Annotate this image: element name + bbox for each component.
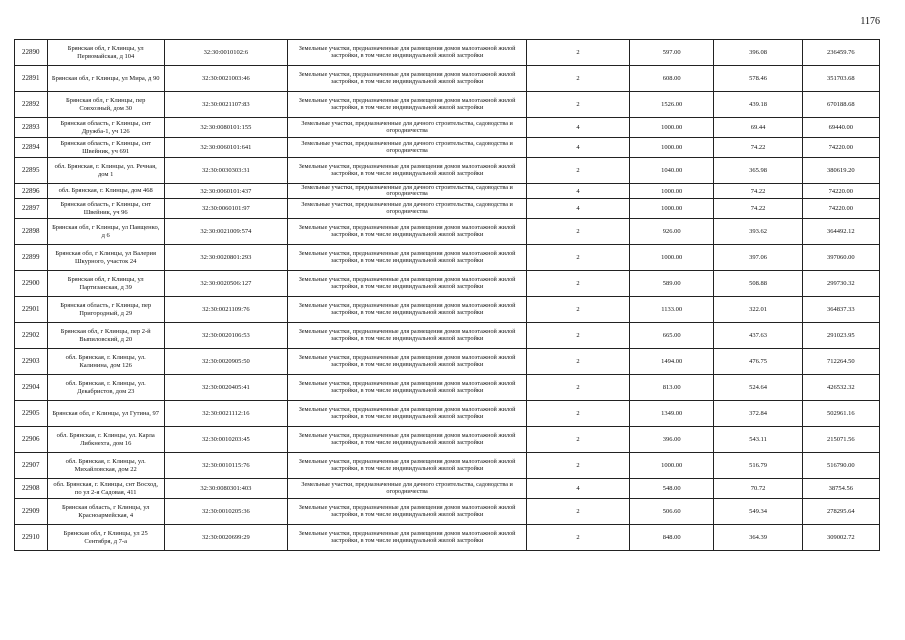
address-cell: Брянская обл, г Клинцы, ул 25 Сентября, д 7-а (47, 525, 164, 551)
table-row (15, 92, 880, 118)
cadastral-number-cell: 32:30:0080101:155 (164, 118, 287, 138)
address-cell: Брянская обл, г Клинцы, пер Совхозный, дом 30 (47, 92, 164, 118)
land-use-cell: Земельные участки, предназначенные для дачного строительства, садоводства и огородничества (288, 199, 527, 219)
cadastral-number-cell: 32:30:0010115:76 (164, 453, 287, 479)
area-cell: 1000.00 (629, 245, 714, 271)
cadastral-number-cell: 32:30:0021107:83 (164, 92, 287, 118)
cadastral-value-cell: 74220.00 (802, 184, 879, 199)
group-number-cell: 2 (527, 92, 630, 118)
row-number: 22893 (15, 118, 48, 138)
address-cell: обл. Брянская, г. Клинцы, снт Восход, по ул 2-я Садовая, 411 (47, 479, 164, 499)
cadastral-number-cell: 32:30:0020801:293 (164, 245, 287, 271)
area-cell: 396.00 (629, 427, 714, 453)
table-row (15, 401, 880, 427)
land-use-cell: Земельные участки, предназначенные для размещения домов малоэтажной жилой застройки, в том числе индивидуальной жилой застройки (288, 349, 527, 375)
address-cell: обл. Брянская, г. Клинцы, дом 468 (47, 184, 164, 199)
specific-value-cell: 74.22 (714, 138, 802, 158)
specific-value-cell: 439.18 (714, 92, 802, 118)
row-number: 22903 (15, 349, 48, 375)
table-row (15, 40, 880, 66)
cadastral-value-cell: 670188.68 (802, 92, 879, 118)
address-cell: обл. Брянская, г. Клинцы, ул. Михайловская, дом 22 (47, 453, 164, 479)
address-cell: обл. Брянская, г. Клинцы, ул. Декабристов, дом 23 (47, 375, 164, 401)
specific-value-cell: 393.62 (714, 219, 802, 245)
land-use-cell: Земельные участки, предназначенные для размещения домов малоэтажной жилой застройки, в том числе индивидуальной жилой застройки (288, 40, 527, 66)
table-row (15, 199, 880, 219)
land-use-cell: Земельные участки, предназначенные для размещения домов малоэтажной жилой застройки, в том числе индивидуальной жилой застройки (288, 427, 527, 453)
cadastral-number-cell: 32:30:0010205:36 (164, 499, 287, 525)
area-cell: 608.00 (629, 66, 714, 92)
table-row (15, 118, 880, 138)
address-cell: обл. Брянская, г. Клинцы, ул. Речная, дом 1 (47, 158, 164, 184)
row-number: 22906 (15, 427, 48, 453)
specific-value-cell: 476.75 (714, 349, 802, 375)
land-use-cell: Земельные участки, предназначенные для размещения домов малоэтажной жилой застройки, в том числе индивидуальной жилой застройки (288, 401, 527, 427)
group-number-cell: 2 (527, 66, 630, 92)
row-number: 22897 (15, 199, 48, 219)
cadastral-value-cell: 74220.00 (802, 138, 879, 158)
address-cell: Брянская обл, г Клинцы, пер 2-й Выпиловский, д 20 (47, 323, 164, 349)
cadastral-number-cell: 32:30:0020905:50 (164, 349, 287, 375)
cadastral-number-cell: 32:30:0020506:127 (164, 271, 287, 297)
area-cell: 1000.00 (629, 118, 714, 138)
address-cell: Брянская область, г Клинцы, снт Швейник, уч 691 (47, 138, 164, 158)
cadastral-value-cell: 309002.72 (802, 525, 879, 551)
group-number-cell: 4 (527, 138, 630, 158)
group-number-cell: 2 (527, 158, 630, 184)
address-cell: Брянская область, г Клинцы, пер Пригородный, д 29 (47, 297, 164, 323)
land-use-cell: Земельные участки, предназначенные для размещения домов малоэтажной жилой застройки, в том числе индивидуальной жилой застройки (288, 219, 527, 245)
specific-value-cell: 372.84 (714, 401, 802, 427)
table-row (15, 184, 880, 199)
group-number-cell: 2 (527, 219, 630, 245)
cadastral-number-cell: 32:30:0030303:31 (164, 158, 287, 184)
group-number-cell: 2 (527, 297, 630, 323)
row-number: 22898 (15, 219, 48, 245)
area-cell: 1349.00 (629, 401, 714, 427)
table-row (15, 499, 880, 525)
address-cell: Брянская обл, г Клинцы, ул Партизанская, д 39 (47, 271, 164, 297)
land-use-cell: Земельные участки, предназначенные для дачного строительства, садоводства и огородничества (288, 138, 527, 158)
group-number-cell: 4 (527, 118, 630, 138)
table-row (15, 245, 880, 271)
group-number-cell: 2 (527, 525, 630, 551)
area-cell: 1000.00 (629, 453, 714, 479)
area-cell: 813.00 (629, 375, 714, 401)
specific-value-cell: 578.46 (714, 66, 802, 92)
table-row (15, 271, 880, 297)
page-number: 1176 (860, 16, 880, 27)
area-cell: 1526.00 (629, 92, 714, 118)
land-use-cell: Земельные участки, предназначенные для дачного строительства, садоводства и огородничества (288, 184, 527, 199)
group-number-cell: 2 (527, 323, 630, 349)
row-number: 22909 (15, 499, 48, 525)
table-row (15, 427, 880, 453)
address-cell: Брянская обл, г Клинцы, ул Мира, д 90 (47, 66, 164, 92)
row-number: 22910 (15, 525, 48, 551)
specific-value-cell: 508.88 (714, 271, 802, 297)
cadastral-value-cell: 38754.56 (802, 479, 879, 499)
land-use-cell: Земельные участки, предназначенные для размещения домов малоэтажной жилой застройки, в том числе индивидуальной жилой застройки (288, 245, 527, 271)
row-number: 22894 (15, 138, 48, 158)
row-number: 22895 (15, 158, 48, 184)
group-number-cell: 2 (527, 499, 630, 525)
cadastral-number-cell: 32:30:0060101:97 (164, 199, 287, 219)
area-cell: 1000.00 (629, 199, 714, 219)
cadastral-value-cell: 236459.76 (802, 40, 879, 66)
address-cell: Брянская обл, г Клинцы, ул Павщенко, д 6 (47, 219, 164, 245)
table-row (15, 525, 880, 551)
address-cell: Брянская обл, г Клинцы, ул Первомайская, д 104 (47, 40, 164, 66)
area-cell: 1000.00 (629, 184, 714, 199)
land-use-cell: Земельные участки, предназначенные для размещения домов малоэтажной жилой застройки, в том числе индивидуальной жилой застройки (288, 323, 527, 349)
address-cell: обл. Брянская, г. Клинцы, ул. Карла Либкнехта, дом 16 (47, 427, 164, 453)
land-use-cell: Земельные участки, предназначенные для дачного строительства, садоводства и огородничества (288, 479, 527, 499)
row-number: 22899 (15, 245, 48, 271)
land-use-cell: Земельные участки, предназначенные для дачного строительства, садоводства и огородничества (288, 118, 527, 138)
specific-value-cell: 364.39 (714, 525, 802, 551)
table-row (15, 138, 880, 158)
land-use-cell: Земельные участки, предназначенные для размещения домов малоэтажной жилой застройки, в том числе индивидуальной жилой застройки (288, 66, 527, 92)
row-number: 22891 (15, 66, 48, 92)
address-cell: Брянская область, г Клинцы, ул Красноармейская, 4 (47, 499, 164, 525)
group-number-cell: 2 (527, 375, 630, 401)
group-number-cell: 2 (527, 40, 630, 66)
area-cell: 1133.00 (629, 297, 714, 323)
land-use-cell: Земельные участки, предназначенные для размещения домов малоэтажной жилой застройки, в том числе индивидуальной жилой застройки (288, 271, 527, 297)
group-number-cell: 2 (527, 245, 630, 271)
cadastral-number-cell: 32:30:0020106:53 (164, 323, 287, 349)
area-cell: 926.00 (629, 219, 714, 245)
cadastral-value-cell: 215071.56 (802, 427, 879, 453)
specific-value-cell: 437.63 (714, 323, 802, 349)
cadastral-value-cell: 516790.00 (802, 453, 879, 479)
area-cell: 506.60 (629, 499, 714, 525)
area-cell: 1000.00 (629, 138, 714, 158)
table-row (15, 219, 880, 245)
cadastral-value-cell: 69440.00 (802, 118, 879, 138)
address-cell: Брянская обл, г Клинцы, ул Валерия Шкурного, участок 24 (47, 245, 164, 271)
cadastral-value-cell: 380619.20 (802, 158, 879, 184)
cadastral-value-cell: 712264.50 (802, 349, 879, 375)
cadastral-number-cell: 32:30:0020405:41 (164, 375, 287, 401)
group-number-cell: 2 (527, 349, 630, 375)
area-cell: 589.00 (629, 271, 714, 297)
cadastral-value-cell: 426532.32 (802, 375, 879, 401)
row-number: 22890 (15, 40, 48, 66)
cadastral-value-cell: 291023.95 (802, 323, 879, 349)
cadastral-number-cell: 32:30:0021109:76 (164, 297, 287, 323)
cadastral-value-cell: 364492.12 (802, 219, 879, 245)
cadastral-value-cell: 74220.00 (802, 199, 879, 219)
cadastral-number-cell: 32:30:0021003:46 (164, 66, 287, 92)
group-number-cell: 2 (527, 427, 630, 453)
area-cell: 1040.00 (629, 158, 714, 184)
cadastral-value-table (14, 39, 880, 551)
cadastral-number-cell: 32:30:0010203:45 (164, 427, 287, 453)
land-use-cell: Земельные участки, предназначенные для размещения домов малоэтажной жилой застройки, в том числе индивидуальной жилой застройки (288, 158, 527, 184)
area-cell: 848.00 (629, 525, 714, 551)
row-number: 22892 (15, 92, 48, 118)
specific-value-cell: 543.11 (714, 427, 802, 453)
specific-value-cell: 524.64 (714, 375, 802, 401)
cadastral-number-cell: 32:30:0020699:29 (164, 525, 287, 551)
cadastral-value-cell: 397060.00 (802, 245, 879, 271)
specific-value-cell: 516.79 (714, 453, 802, 479)
table-row (15, 349, 880, 375)
row-number: 22900 (15, 271, 48, 297)
row-number: 22896 (15, 184, 48, 199)
row-number: 22905 (15, 401, 48, 427)
area-cell: 597.00 (629, 40, 714, 66)
group-number-cell: 2 (527, 401, 630, 427)
table-row (15, 375, 880, 401)
land-use-cell: Земельные участки, предназначенные для размещения домов малоэтажной жилой застройки, в том числе индивидуальной жилой застройки (288, 499, 527, 525)
table-body (15, 40, 880, 551)
cadastral-value-cell: 351703.68 (802, 66, 879, 92)
cadastral-number-cell: 32:30:0060101:437 (164, 184, 287, 199)
cadastral-value-cell: 364837.33 (802, 297, 879, 323)
cadastral-number-cell: 32:30:0060101:641 (164, 138, 287, 158)
cadastral-value-cell: 502961.16 (802, 401, 879, 427)
cadastral-number-cell: 32:30:0080301:403 (164, 479, 287, 499)
group-number-cell: 2 (527, 271, 630, 297)
area-cell: 1494.00 (629, 349, 714, 375)
specific-value-cell: 396.08 (714, 40, 802, 66)
group-number-cell: 4 (527, 479, 630, 499)
specific-value-cell: 365.98 (714, 158, 802, 184)
row-number: 22907 (15, 453, 48, 479)
land-use-cell: Земельные участки, предназначенные для размещения домов малоэтажной жилой застройки, в том числе индивидуальной жилой застройки (288, 525, 527, 551)
specific-value-cell: 69.44 (714, 118, 802, 138)
group-number-cell: 2 (527, 453, 630, 479)
land-use-cell: Земельные участки, предназначенные для размещения домов малоэтажной жилой застройки, в том числе индивидуальной жилой застройки (288, 375, 527, 401)
row-number: 22902 (15, 323, 48, 349)
address-cell: Брянская область, г Клинцы, снт Дружба-1, уч 126 (47, 118, 164, 138)
table-row (15, 158, 880, 184)
cadastral-value-cell: 278295.64 (802, 499, 879, 525)
land-use-cell: Земельные участки, предназначенные для размещения домов малоэтажной жилой застройки, в том числе индивидуальной жилой застройки (288, 453, 527, 479)
table-row (15, 453, 880, 479)
group-number-cell: 4 (527, 199, 630, 219)
row-number: 22908 (15, 479, 48, 499)
address-cell: обл. Брянская, г. Клинцы, ул. Калинина, дом 126 (47, 349, 164, 375)
table-row (15, 297, 880, 323)
cadastral-number-cell: 32:30:0021112:16 (164, 401, 287, 427)
address-cell: Брянская область, г Клинцы, снт Швейник, уч 96 (47, 199, 164, 219)
specific-value-cell: 322.01 (714, 297, 802, 323)
area-cell: 665.00 (629, 323, 714, 349)
table-row (15, 323, 880, 349)
specific-value-cell: 70.72 (714, 479, 802, 499)
land-use-cell: Земельные участки, предназначенные для размещения домов малоэтажной жилой застройки, в том числе индивидуальной жилой застройки (288, 297, 527, 323)
row-number: 22901 (15, 297, 48, 323)
specific-value-cell: 74.22 (714, 199, 802, 219)
cadastral-number-cell: 32:30:0010102:6 (164, 40, 287, 66)
specific-value-cell: 397.06 (714, 245, 802, 271)
address-cell: Брянская обл, г Клинцы, ул Гутина, 97 (47, 401, 164, 427)
table-row (15, 66, 880, 92)
cadastral-number-cell: 32:30:0021009:574 (164, 219, 287, 245)
group-number-cell: 4 (527, 184, 630, 199)
cadastral-value-cell: 299730.32 (802, 271, 879, 297)
land-use-cell: Земельные участки, предназначенные для размещения домов малоэтажной жилой застройки, в том числе индивидуальной жилой застройки (288, 92, 527, 118)
table-row (15, 479, 880, 499)
specific-value-cell: 74.22 (714, 184, 802, 199)
specific-value-cell: 549.34 (714, 499, 802, 525)
area-cell: 548.00 (629, 479, 714, 499)
row-number: 22904 (15, 375, 48, 401)
